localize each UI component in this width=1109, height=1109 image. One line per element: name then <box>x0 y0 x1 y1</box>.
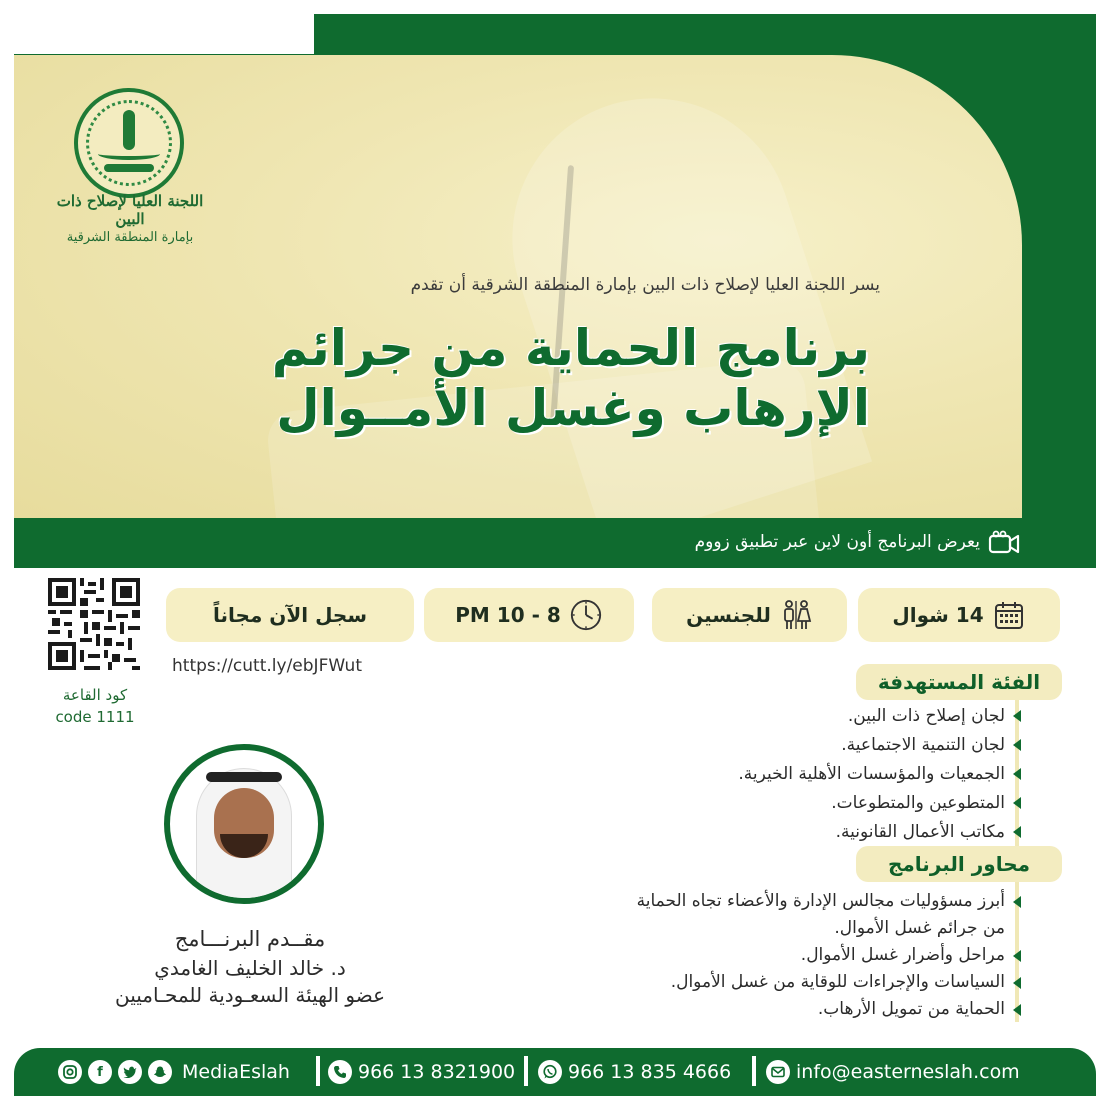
qr-caption-code: code 1111 <box>55 708 135 726</box>
envelope-icon <box>766 1060 790 1084</box>
target-group-list <box>738 702 1017 847</box>
phone-icon <box>328 1060 352 1084</box>
email-contact <box>766 1058 1020 1086</box>
presenter-name: د. خالد الخليف الغامدي <box>154 956 346 980</box>
list-item: لجان التنمية الاجتماعية. <box>738 731 1017 760</box>
qr-caption-label: كود القاعة <box>62 686 128 704</box>
video-camera-icon <box>988 530 1020 556</box>
whatsapp-contact <box>538 1058 731 1086</box>
facebook-icon[interactable]: f <box>88 1060 112 1084</box>
footer-separator <box>316 1056 320 1086</box>
zoom-note: يعرض البرنامج أون لاين عبر تطبيق زووم <box>694 532 980 552</box>
list-item: مكاتب الأعمال القانونية. <box>738 818 1017 847</box>
org-name-line1: اللجنة العليا لإصلاح ذات البين <box>56 192 204 228</box>
date-pill <box>858 588 1060 642</box>
presenter-avatar <box>164 744 324 904</box>
program-title-line1: برنامج الحماية من جرائم <box>271 319 870 377</box>
presenter-info <box>40 924 460 1008</box>
org-name-line2: بإمارة المنطقة الشرقية <box>66 230 194 245</box>
footer-separator <box>524 1056 528 1086</box>
qr-caption <box>40 684 150 728</box>
email-address[interactable]: info@easterneslah.com <box>796 1061 1020 1083</box>
list-item: لجان إصلاح ذات البين. <box>738 702 1017 731</box>
list-item: الحماية من تمويل الأرهاب. <box>637 996 1017 1023</box>
social-handle[interactable]: MediaEslah <box>182 1061 290 1083</box>
hero-intro-text: يسر اللجنة العليا لإصلاح ذات البين بإمارة المنطقة الشرقية أن تقدم <box>410 275 880 295</box>
emblem-logo <box>74 88 184 198</box>
twitter-icon[interactable] <box>118 1060 142 1084</box>
list-item: السياسات والإجراءات للوقاية من غسل الأموال. <box>637 969 1017 996</box>
list-item: أبرز مسؤوليات مجالس الإدارة والأعضاء تجاه الحماية <box>637 888 1017 915</box>
calendar-icon <box>992 598 1026 632</box>
target-group-heading-text: الفئة المستهدفة <box>877 670 1041 694</box>
presenter-role: مقــدم البرنـــامج <box>174 927 326 951</box>
register-label: سجل الآن مجاناً <box>213 603 368 627</box>
time-text: PM 10 - 8 <box>455 603 561 627</box>
presenter-position: عضو الهيئة السعـودية للمحـاميين <box>114 983 386 1007</box>
time-pill <box>424 588 634 642</box>
date-text: 14 شوال <box>892 603 984 627</box>
program-axes-heading <box>856 846 1062 882</box>
whatsapp-icon <box>538 1060 562 1084</box>
list-item: الجمعيات والمؤسسات الأهلية الخيرية. <box>738 760 1017 789</box>
target-group-heading <box>856 664 1062 700</box>
whatsapp-number[interactable]: 966 13 835 4666 <box>568 1061 732 1083</box>
snapchat-icon[interactable] <box>148 1060 172 1084</box>
gender-text: للجنسين <box>686 603 771 627</box>
male-female-icon <box>779 598 813 632</box>
program-title-line2: الإرهاب وغسل الأمــوال <box>276 379 870 437</box>
register-button[interactable] <box>166 588 414 642</box>
register-link[interactable]: https://cutt.ly/ebJFWut <box>172 656 362 676</box>
clock-icon <box>569 598 603 632</box>
social-links <box>58 1058 290 1086</box>
footer-separator <box>752 1056 756 1086</box>
phone-contact <box>328 1058 515 1086</box>
palm-icon <box>123 110 135 150</box>
program-axes-heading-text: محاور البرنامج <box>888 852 1031 876</box>
list-item-continuation: من جرائم غسل الأموال. <box>834 918 1005 938</box>
program-axes-list <box>637 888 1017 1023</box>
program-title <box>150 318 870 438</box>
emblem-base <box>104 164 154 172</box>
hero-corner-cutout <box>14 14 314 54</box>
phone-number[interactable]: 966 13 8321900 <box>358 1061 516 1083</box>
presenter-agal <box>206 772 282 782</box>
list-item: المتطوعين والمتطوعات. <box>738 789 1017 818</box>
gender-pill <box>652 588 847 642</box>
instagram-icon[interactable] <box>58 1060 82 1084</box>
list-item: مراحل وأضرار غسل الأموال. <box>637 942 1017 969</box>
swords-icon <box>98 148 160 160</box>
org-name <box>40 192 220 245</box>
qr-code[interactable] <box>48 578 140 670</box>
